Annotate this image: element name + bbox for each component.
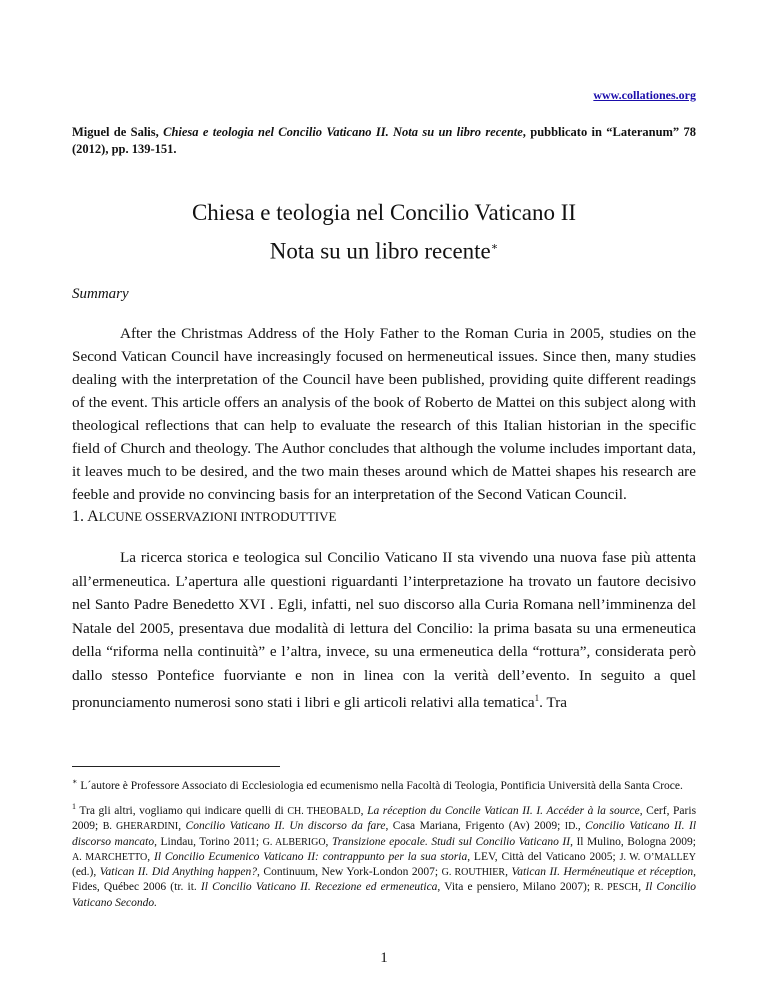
fn1-text-h: , Continuum, New York-London 2007; bbox=[257, 866, 442, 879]
title-line-1: Chiesa e teologia nel Concilio Vaticano II bbox=[191, 200, 577, 225]
fn1-author-2: B. GHERARDINI bbox=[102, 821, 179, 833]
fn1-title-9: Il Concilio Vaticano Secondo. bbox=[72, 881, 697, 909]
citation-author: Miguel de Salis, bbox=[72, 125, 159, 139]
fn1-title-2: Concilio Vaticano II. Un discorso da fare bbox=[185, 820, 386, 833]
summary-label: Summary bbox=[72, 286, 129, 302]
fn1-author-8: R. PESCH bbox=[594, 882, 639, 894]
citation-rest: , pubblicato in “Lateranum” 78 (2012), pp. 139-151. bbox=[72, 125, 696, 156]
fn1-title-5: Il Concilio Ecumenico Vaticano II: contrappunto per la sua storia bbox=[153, 850, 468, 863]
fn1-text-f: , LEV, Città del Vaticano 2005; bbox=[467, 850, 620, 863]
citation-line bbox=[72, 124, 696, 158]
fn1-title-8: Il Concilio Vaticano II. Recezione ed ermeneutica bbox=[200, 881, 438, 894]
fn1-title-7: Vatican II. Herméneutique et réception bbox=[511, 866, 694, 879]
summary-paragraph: After the Christmas Address of the Holy Father to the Roman Curia in 2005, studies on the Second Vatican Council have increasingly focused on hermeneutical issues. Since then, many studies dealing with the interpretation of the Council have been published, providing quite different readings of the event. This article offers an analysis of the book of Roberto de Mattei on this subject along with theological reflections that can help to evaluate the research of this Italian historian in the specific field of Church and theology. The Author concludes that although the volume includes important data, it leaves much to be desired, and the two main theses around which de Mattei shapes his research are feeble and provide no convincing basis for an interpretation of the Second Vatican Council. bbox=[72, 325, 696, 503]
body-text: La ricerca storica e teologica sul Concilio Vaticano II sta vivendo una nuova fase più attenta all’ermeneutica. L’apertura alle questioni riguardanti l’interpretazione ha trovato un fautore decisivo nel Santo Padre Benedetto XVI . Egli, infatti, nel suo discorso alla Curia Romana nell’imminenza del Natale del 2005, presentava due modalità di lettura del Concilio: la prima basata su una ermeneutica della “riforma nella continuità” e l’altra, invece, su una ermeneutica della “rottura”, considerata però dallo stesso Pontefice fuorviante e non in linea con la verità dell’evento. In seguito a quel pronunciamento numerosi sono stati i libri e gli articoli relativi alla tematica bbox=[72, 549, 696, 712]
body-paragraph bbox=[72, 546, 696, 715]
footnotes bbox=[72, 774, 696, 916]
fn1-text-b: , Cerf, Paris 2009; bbox=[72, 804, 697, 833]
fn1-text-e: , Il Mulino, Bologna 2009; bbox=[570, 835, 697, 848]
footnote-1: $^1$ Tra gli altri, vogliamo qui indicare quelli di CH. THEOBALD, La réception du Concile Vatican II. I. Accéder à la source, Cerf, Paris 2009; B. GHERARDINI, Concilio Vaticano II. Un discorso da fare, Casa Mariana, Frigento (Av) 2009; ID., Concilio Vaticano II. Il discorso mancato, Lindau, Torino 2011; G. ALBERIGO, Transizione epocale. Studi sul Concilio Vaticano II, Il Mulino, Bologna 2009; A. MARCHETTO, Il Concilio Ecumenico Vaticano II: contrappunto per la sua storia, LEV, Città del Vaticano 2005; J. W. O’MALLEY (ed.), Vatican II. Did Anything happen?, Continuum, New York-London 2007; G. ROUTHIER, Vatican II. Herméneutique et réception, Fides, Québec 2006 (tr. it. Il Concilio Vaticano II. Recezione ed ermeneutica, Vita e pensiero, Milano 2007); R. PESCH, Il Concilio Vaticano Secondo. bbox=[72, 802, 697, 909]
fn1-author-5: A. MARCHETTO bbox=[72, 851, 148, 863]
subtitle: Nota su un libro recente bbox=[269, 238, 491, 264]
fn1-text-c: , Casa Mariana, Frigento (Av) 2009; bbox=[385, 820, 565, 833]
fn1-author-6: J. W. O’MALLEY bbox=[619, 851, 696, 863]
fn1-text-j: , Vita e pensiero, Milano 2007); bbox=[437, 881, 595, 894]
section-first-letter: A bbox=[87, 508, 99, 525]
fn1-title-3: Concilio Vaticano II. Il discorso mancato bbox=[72, 820, 697, 848]
section-heading bbox=[72, 508, 336, 526]
article-title bbox=[72, 196, 696, 269]
title-line-2 bbox=[72, 230, 696, 269]
footnote-author-text: L´autore è Professore Associato di Ecclesiologia ed ecumenismo nella Facoltà di Teologia, Pontificia Università della Santa Croce. bbox=[80, 779, 683, 792]
fn1-author-7: G. ROUTHIER bbox=[441, 867, 506, 879]
body-text-end: . Tra bbox=[539, 694, 568, 712]
footnote-separator bbox=[72, 766, 280, 767]
section-heading-rest: LCUNE OSSERVAZIONI INTRODUTTIVE bbox=[98, 509, 337, 524]
fn1-title-4: Transizione epocale. Studi sul Concilio Vaticano II bbox=[331, 835, 571, 848]
fn1-text-a: Tra gli altri, vogliamo qui indicare quelli di bbox=[79, 804, 288, 817]
fn1-text-d: , Lindau, Torino 2011; bbox=[154, 835, 263, 848]
fn1-title-6: Vatican II. Did Anything happen? bbox=[99, 866, 258, 879]
fn1-author-4: G. ALBERIGO bbox=[262, 836, 326, 848]
fn1-text-g: (ed.), bbox=[72, 866, 100, 879]
citation-title: Chiesa e teologia nel Concilio Vaticano II. Nota su un libro recente bbox=[163, 125, 523, 139]
fn1-text-i: , Fides, Québec 2006 (tr. it. bbox=[72, 866, 697, 894]
section-number: 1. bbox=[72, 508, 88, 525]
site-link[interactable]: www.collationes.org bbox=[593, 88, 696, 102]
fn1-author-3: ID. bbox=[564, 821, 578, 833]
footnote-author-mark: ∗ bbox=[72, 777, 78, 786]
fn1-author-1: CH. THEOBALD bbox=[287, 805, 361, 817]
fn1-title-1: La réception du Concile Vatican II. I. Accéder à la source bbox=[367, 804, 640, 817]
page-number: 1 bbox=[380, 950, 388, 966]
footnote-author bbox=[72, 774, 696, 794]
footnote-1-mark: 1 bbox=[72, 802, 76, 812]
title-footnote-mark: ∗ bbox=[490, 241, 499, 253]
footnote-ref-1[interactable]: 1 bbox=[534, 693, 540, 703]
